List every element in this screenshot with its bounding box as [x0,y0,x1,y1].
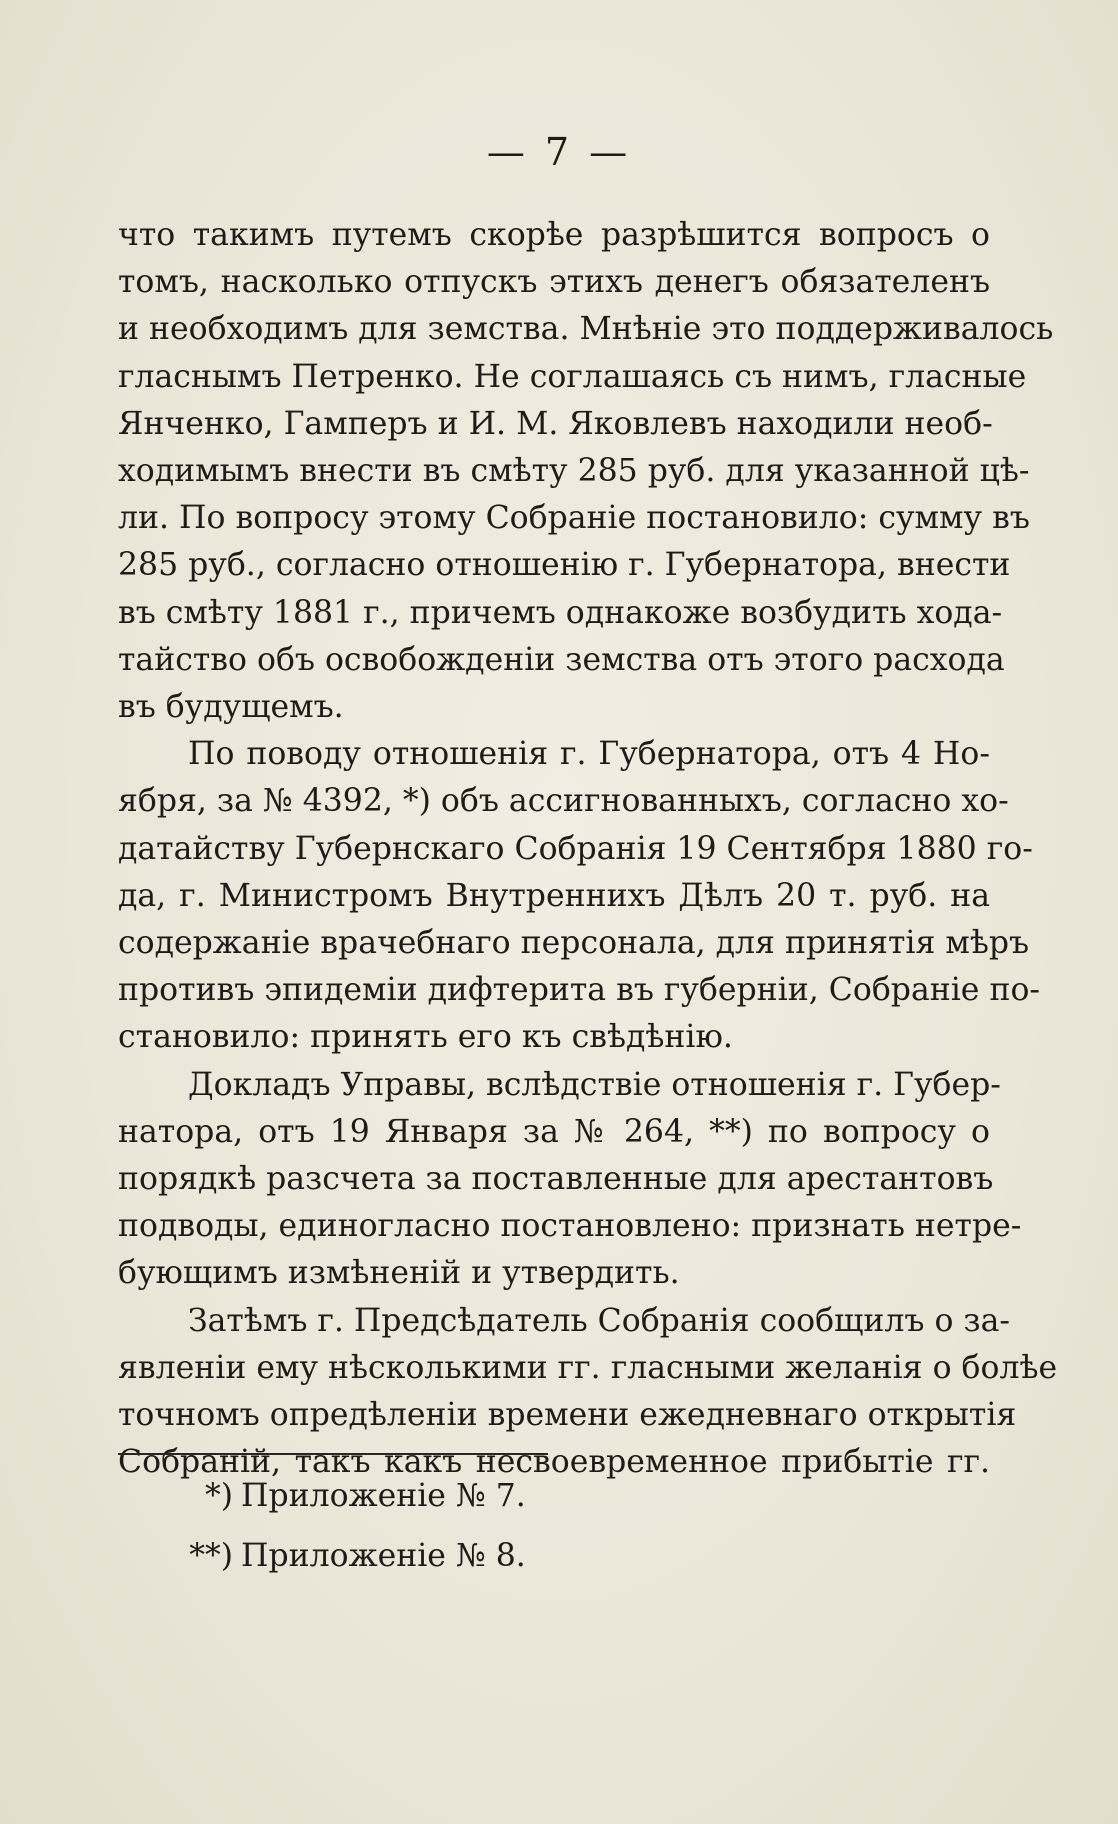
text-line: ября, за № 4392, *) объ ассигнованныхъ, согласно хо- [118,783,1009,820]
text-line: ходимымъ внести въ смѣту 285 руб. для указанной цѣ- [118,453,1030,490]
footnote-mark: *) [204,1478,233,1514]
footnote-divider [118,1453,548,1455]
paragraph-start-line: По поводу отношенія г. Губернатора, отъ 4 Но- [188,736,990,773]
text-line: 285 руб., согласно отношенію г. Губернатора, внести [118,547,1011,584]
text-line: явленіи ему нѣсколькими гг. гласными желанія о болѣе [118,1349,1058,1386]
footnote-text: Приложеніе № 8. [241,1538,526,1574]
text-line: да, г. Министромъ Внутреннихъ Дѣлъ 20 т. руб. на [118,877,990,914]
text-line: порядкѣ разсчета за поставленные для арестантовъ [118,1161,994,1198]
text-line: точномъ опредѣленіи времени ежедневнаго открытія [118,1397,1017,1434]
text-line: и необходимъ для земства. Мнѣніе это поддерживалось [118,311,1054,348]
text-line: Янченко, Гамперъ и И. М. Яковлевъ находили необ- [118,405,993,442]
text-line: натора, отъ 19 Января за № 264, **) по вопросу о [118,1113,990,1150]
text-line: въ смѣту 1881 г., причемъ однакоже возбудить хода- [118,594,1003,631]
text-line: гласнымъ Петренко. Не соглашаясь съ нимъ, гласные [118,358,1027,395]
text-line: ли. По вопросу этому Собраніе постановило: сумму въ [118,500,1030,537]
text-line: въ будущемъ. [118,689,344,726]
text-line: противъ эпидеміи дифтерита въ губерніи, Собраніе по- [118,972,1041,1009]
footnote-mark: **) [189,1538,233,1574]
text-line: томъ, насколько отпускъ этихъ денегъ обязателенъ [118,264,990,301]
footnote [175,1466,526,1526]
text-line: датайству Губернскаго Собранія 19 Сентября 1880 го- [118,830,1033,867]
body-text [118,212,1058,1486]
text-line: бующимъ измѣненій и утвердить. [118,1255,680,1292]
text-line: тайство объ освобожденіи земства отъ этого расхода [118,641,1005,678]
text-line: что такимъ путемъ скорѣе разрѣшится вопросъ о [118,217,990,253]
text-line: Собраній, такъ какъ несвоевременное прибытіе гг. [118,1444,990,1481]
footnote [175,1526,526,1586]
text-line: содержаніе врачебнаго персонала, для принятія мѣръ [118,925,1030,962]
page-number: — 7 — [486,130,632,174]
text-line: становило: принять его къ свѣдѣнію. [118,1019,733,1056]
paragraph-start-line: Затѣмъ г. Предсѣдатель Собранія сообщилъ о за- [188,1302,1011,1339]
text-line: подводы, единогласно постановлено: признать нетре- [118,1208,1022,1245]
footnote-text: Приложеніе № 7. [241,1478,526,1514]
paragraph-start-line: Докладъ Управы, вслѣдствіе отношенія г. Губер- [188,1066,1001,1103]
footnotes [175,1466,526,1586]
